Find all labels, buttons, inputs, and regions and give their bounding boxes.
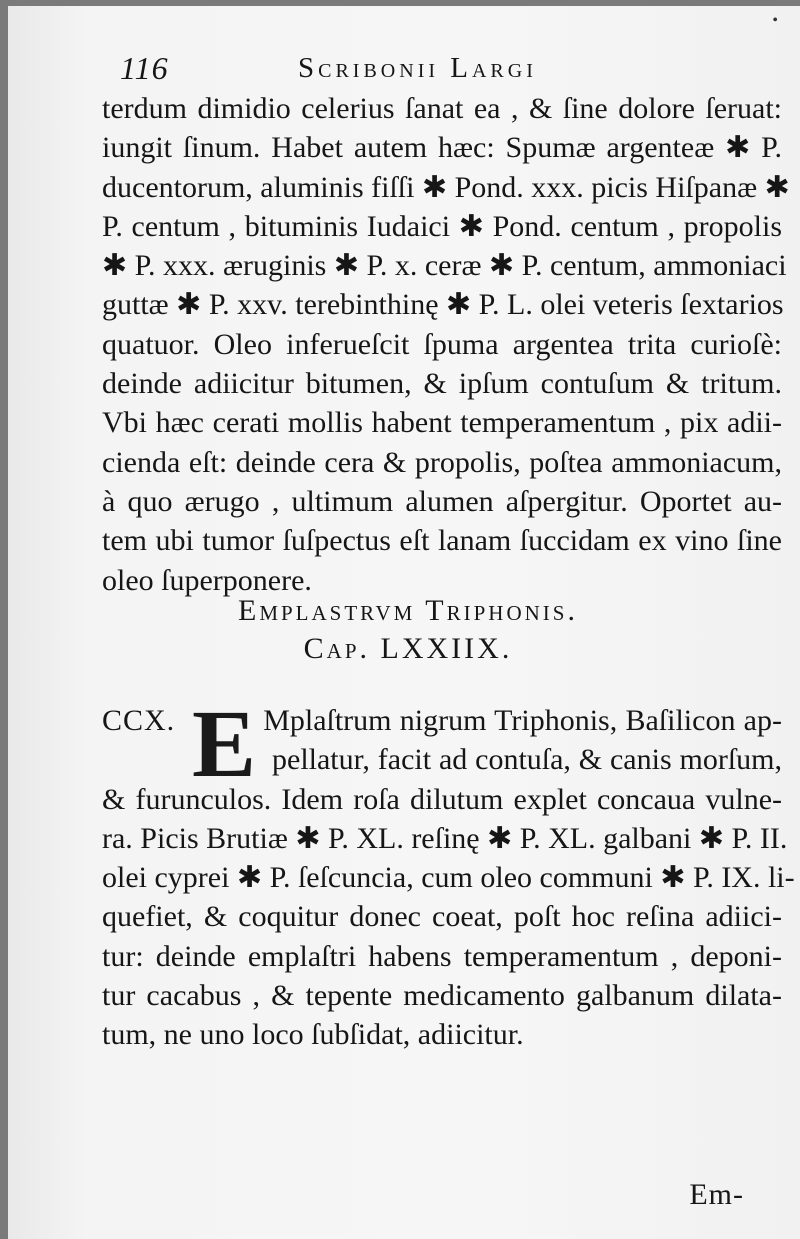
text-line: à quo ærugo , ultimum alumen aſpergitur. Oportet au- xyxy=(102,484,782,518)
text-line: ducentorum, aluminis fiſſi ✱ Pond. xxx. picis Hiſpanæ ✱ xyxy=(102,170,790,204)
chapter-title: Emplastrvm Triphonis. xyxy=(238,594,578,627)
corner-mark: • xyxy=(772,12,778,29)
section-number: CCX. xyxy=(102,704,176,737)
text-line: olei cyprei ✱ P. ſeſcuncia, cum oleo communi ✱ P. IX. li- xyxy=(102,861,795,895)
text-line: tur cacabus , & tepente medicamento galbanum dilata- xyxy=(102,979,782,1013)
paragraph-2 xyxy=(102,701,795,1055)
text-line: quatuor. Oleo inferueſcit ſpuma argentea trita curioſè: xyxy=(102,327,782,361)
drop-cap-initial: E xyxy=(192,690,257,797)
book-page xyxy=(8,6,800,1239)
text-line: oleo ſuperponere. xyxy=(102,563,312,597)
text-line: tur: deinde emplaſtri habens temperamentum , deponi- xyxy=(102,939,782,973)
catchword: Em- xyxy=(689,1178,744,1211)
text-line: ra. Picis Brutiæ ✱ P. XL. reſinę ✱ P. XL. galbani ✱ P. II. xyxy=(102,821,788,855)
text-line: Vbi hæc cerati mollis habent temperamentum , pix adii- xyxy=(102,406,782,440)
chapter-cap-number: LXXIIX. xyxy=(380,632,513,665)
text-line-first xyxy=(102,701,782,740)
text-line: terdum dimidio celerius ſanat ea , & ſine dolore ſeruat: xyxy=(102,92,782,125)
first-line-text: Mplaſtrum nigrum Triphonis, Baſilicon ap- xyxy=(263,704,782,737)
paragraph-1 xyxy=(102,89,790,600)
text-line: P. centum , bituminis Iudaici ✱ Pond. centum , propolis xyxy=(102,209,782,243)
text-line: cienda eſt: deinde cera & propolis, poſtea ammoniacum, xyxy=(102,445,782,479)
text-line: tem ubi tumor ſuſpectus eſt lanam ſuccidam ex vino ſine xyxy=(102,524,782,558)
running-head-title: Scribonii Largi xyxy=(298,52,537,84)
text-line: guttæ ✱ P. xxv. terebinthinę ✱ P. L. olei veteris ſextarios xyxy=(102,288,784,322)
chapter-number xyxy=(8,632,800,666)
text-line: quefiet, & coquitur donec coeat, poſt hoc reſina adiici- xyxy=(102,900,782,934)
text-line: deinde adiicitur bitumen, & ipſum contuſum & tritum. xyxy=(102,367,782,401)
text-line: & furunculos. Idem roſa dilutum explet concaua vulne- xyxy=(102,782,782,816)
chapter-cap-label: Cap. xyxy=(303,632,371,665)
text-line: tum, ne uno loco ſubſidat, adiicitur. xyxy=(102,1018,524,1052)
text-line: ✱ P. xxx. æruginis ✱ P. x. ceræ ✱ P. centum, ammoniaci xyxy=(102,249,787,283)
running-head xyxy=(120,50,780,90)
text-line: iungit ſinum. Habet autem hæc: Spumæ argenteæ ✱ P. xyxy=(102,131,782,165)
page-number: 116 xyxy=(120,50,169,86)
text-line-second: pellatur, facit ad contuſa, & canis morſum, xyxy=(272,743,782,777)
